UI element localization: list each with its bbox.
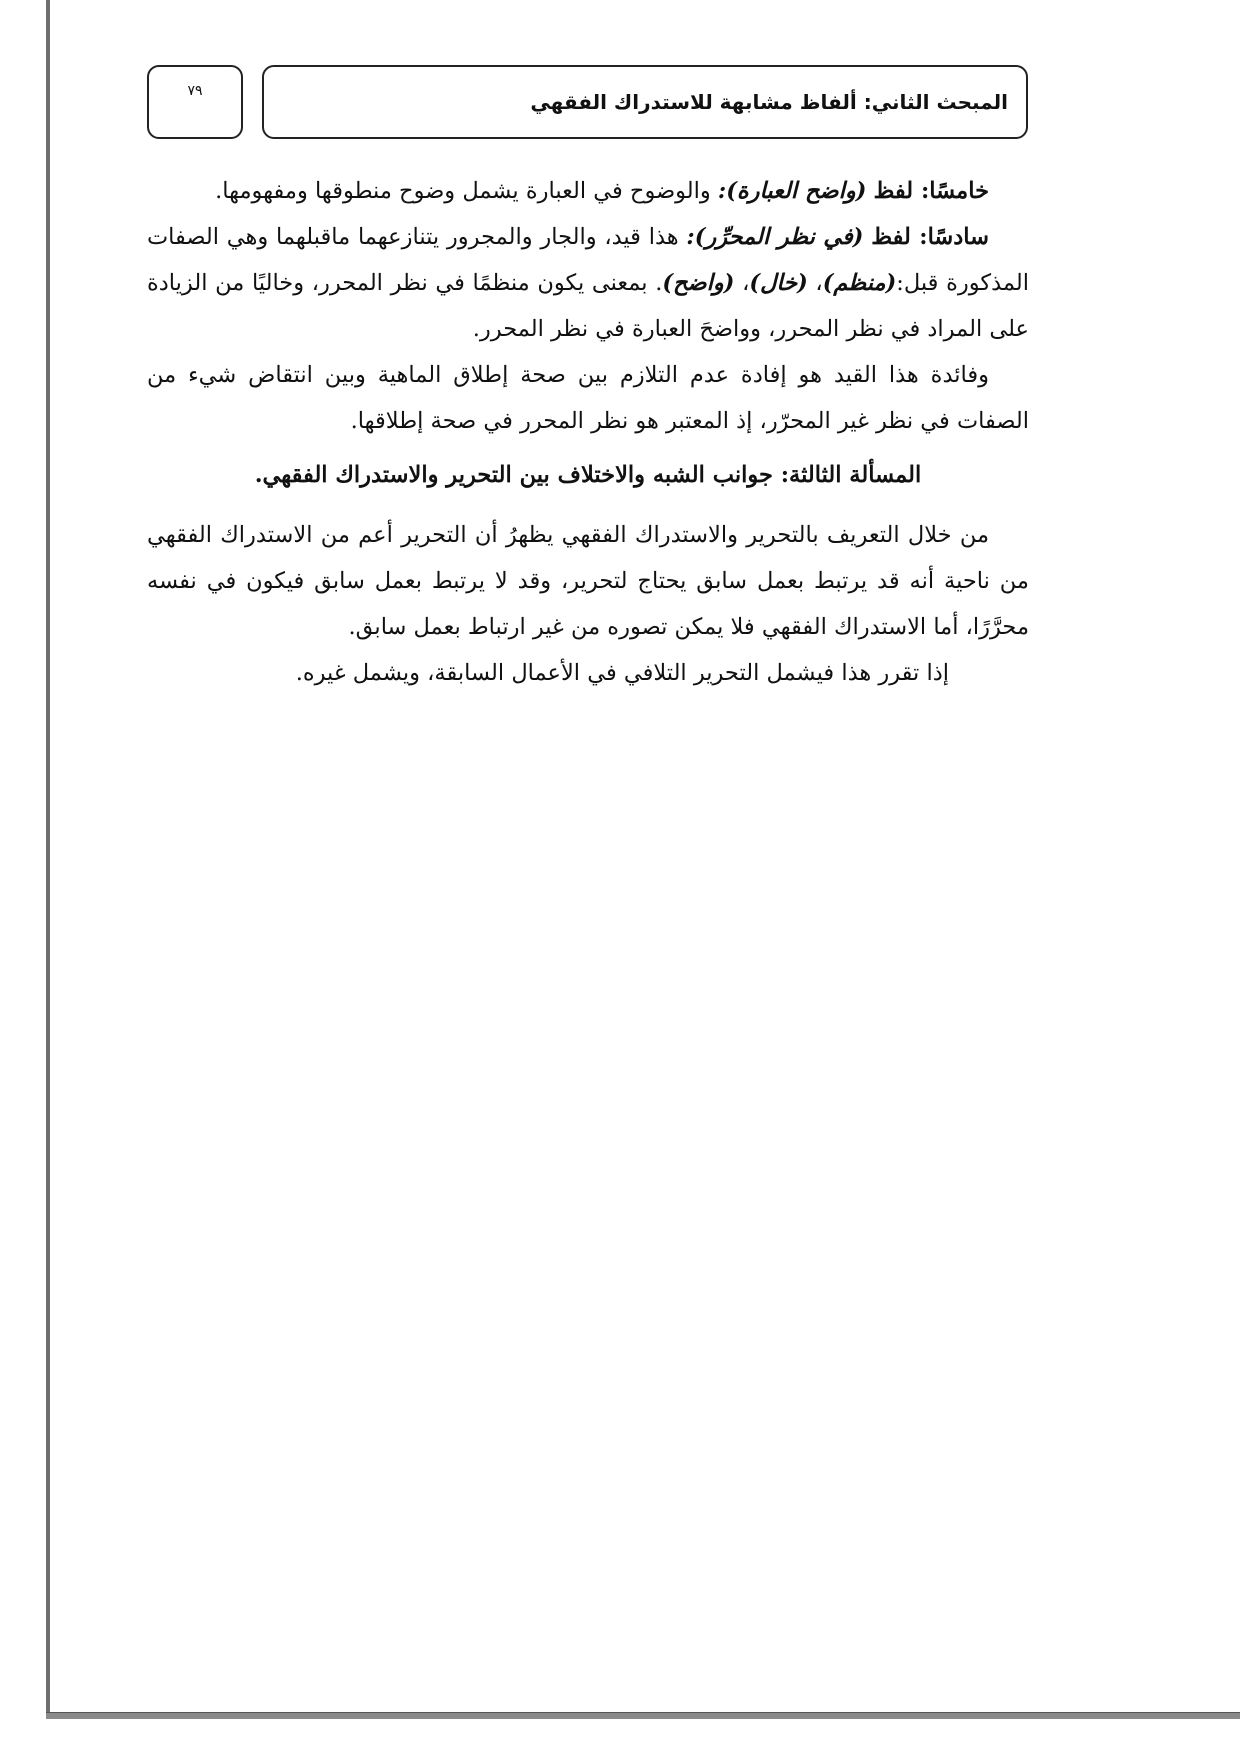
paragraph-lead: خامسًا: لفظ [873,178,989,204]
separator-text: ، [734,270,750,296]
page-number: ٧٩ [187,83,203,99]
page-frame-bottom-border [46,1712,1240,1719]
paragraph-conclusion: إذا تقرر هذا فيشمل التحرير التلافي في الأعمال السابقة، ويشمل غيره. [295,660,949,686]
paragraph-fifth-term [147,168,1029,214]
separator-text: ، [807,270,823,296]
paragraph-text: هذا قيد، والجار والمجرور يتنازعهما ماقبلهما وهي الصفات المذكورة قبل: [147,224,1030,296]
defined-term: (خال) [749,270,808,296]
defined-term: (واضح) [662,270,735,296]
running-header-title: المبحث الثاني: ألفاظ مشابهة للاستدراك الفقهي [530,90,1008,114]
paragraph-comparison: من خلال التعريف بالتحرير والاستدراك الفقهي يظهرُ أن التحرير أعم من الاستدراك الفقهي من ناحية أنه قد يرتبط بعمل سابق يحتاج لتحرير، وقد لا يرتبط بعمل سابق فيكون في نفسه محرَّرًا، أما الاستدراك الفقهي فلا يمكن تصوره من غير ارتباط بعمل سابق. [147,522,1029,640]
paragraph-text: والوضوح في العبارة يشمل وضوح منطوقها ومفهومها. [215,178,718,204]
section-heading: المسألة الثالثة: جوانب الشبه والاختلاف بين التحرير والاستدراك الفقهي. [254,462,922,488]
paragraph-text: . بمعنى يكون منظمًا في نظر المحرر، وخاليًا من الزيادة على المراد في نظر المحرر، وواضحَ العبارة في نظر المحرر. [147,270,1029,342]
page-frame-left-border [46,0,50,1718]
defined-term: (في نظر المحرِّر): [686,224,864,250]
paragraph-benefit: وفائدة هذا القيد هو إفادة عدم التلازم بين صحة إطلاق الماهية وبين انتقاض شيء من الصفات في نظر غير المحرّر، إذ المعتبر هو نظر المحرر في صحة إطلاقها. [147,362,1029,434]
page-body [147,168,1029,704]
defined-term: (واضح العبارة): [717,178,867,204]
paragraph-lead: سادسًا: لفظ [871,224,989,250]
header-title-box [262,65,1028,139]
defined-term: (منظم) [822,270,897,296]
paragraph-sixth-term [147,214,1029,352]
page-number-box [147,65,243,139]
